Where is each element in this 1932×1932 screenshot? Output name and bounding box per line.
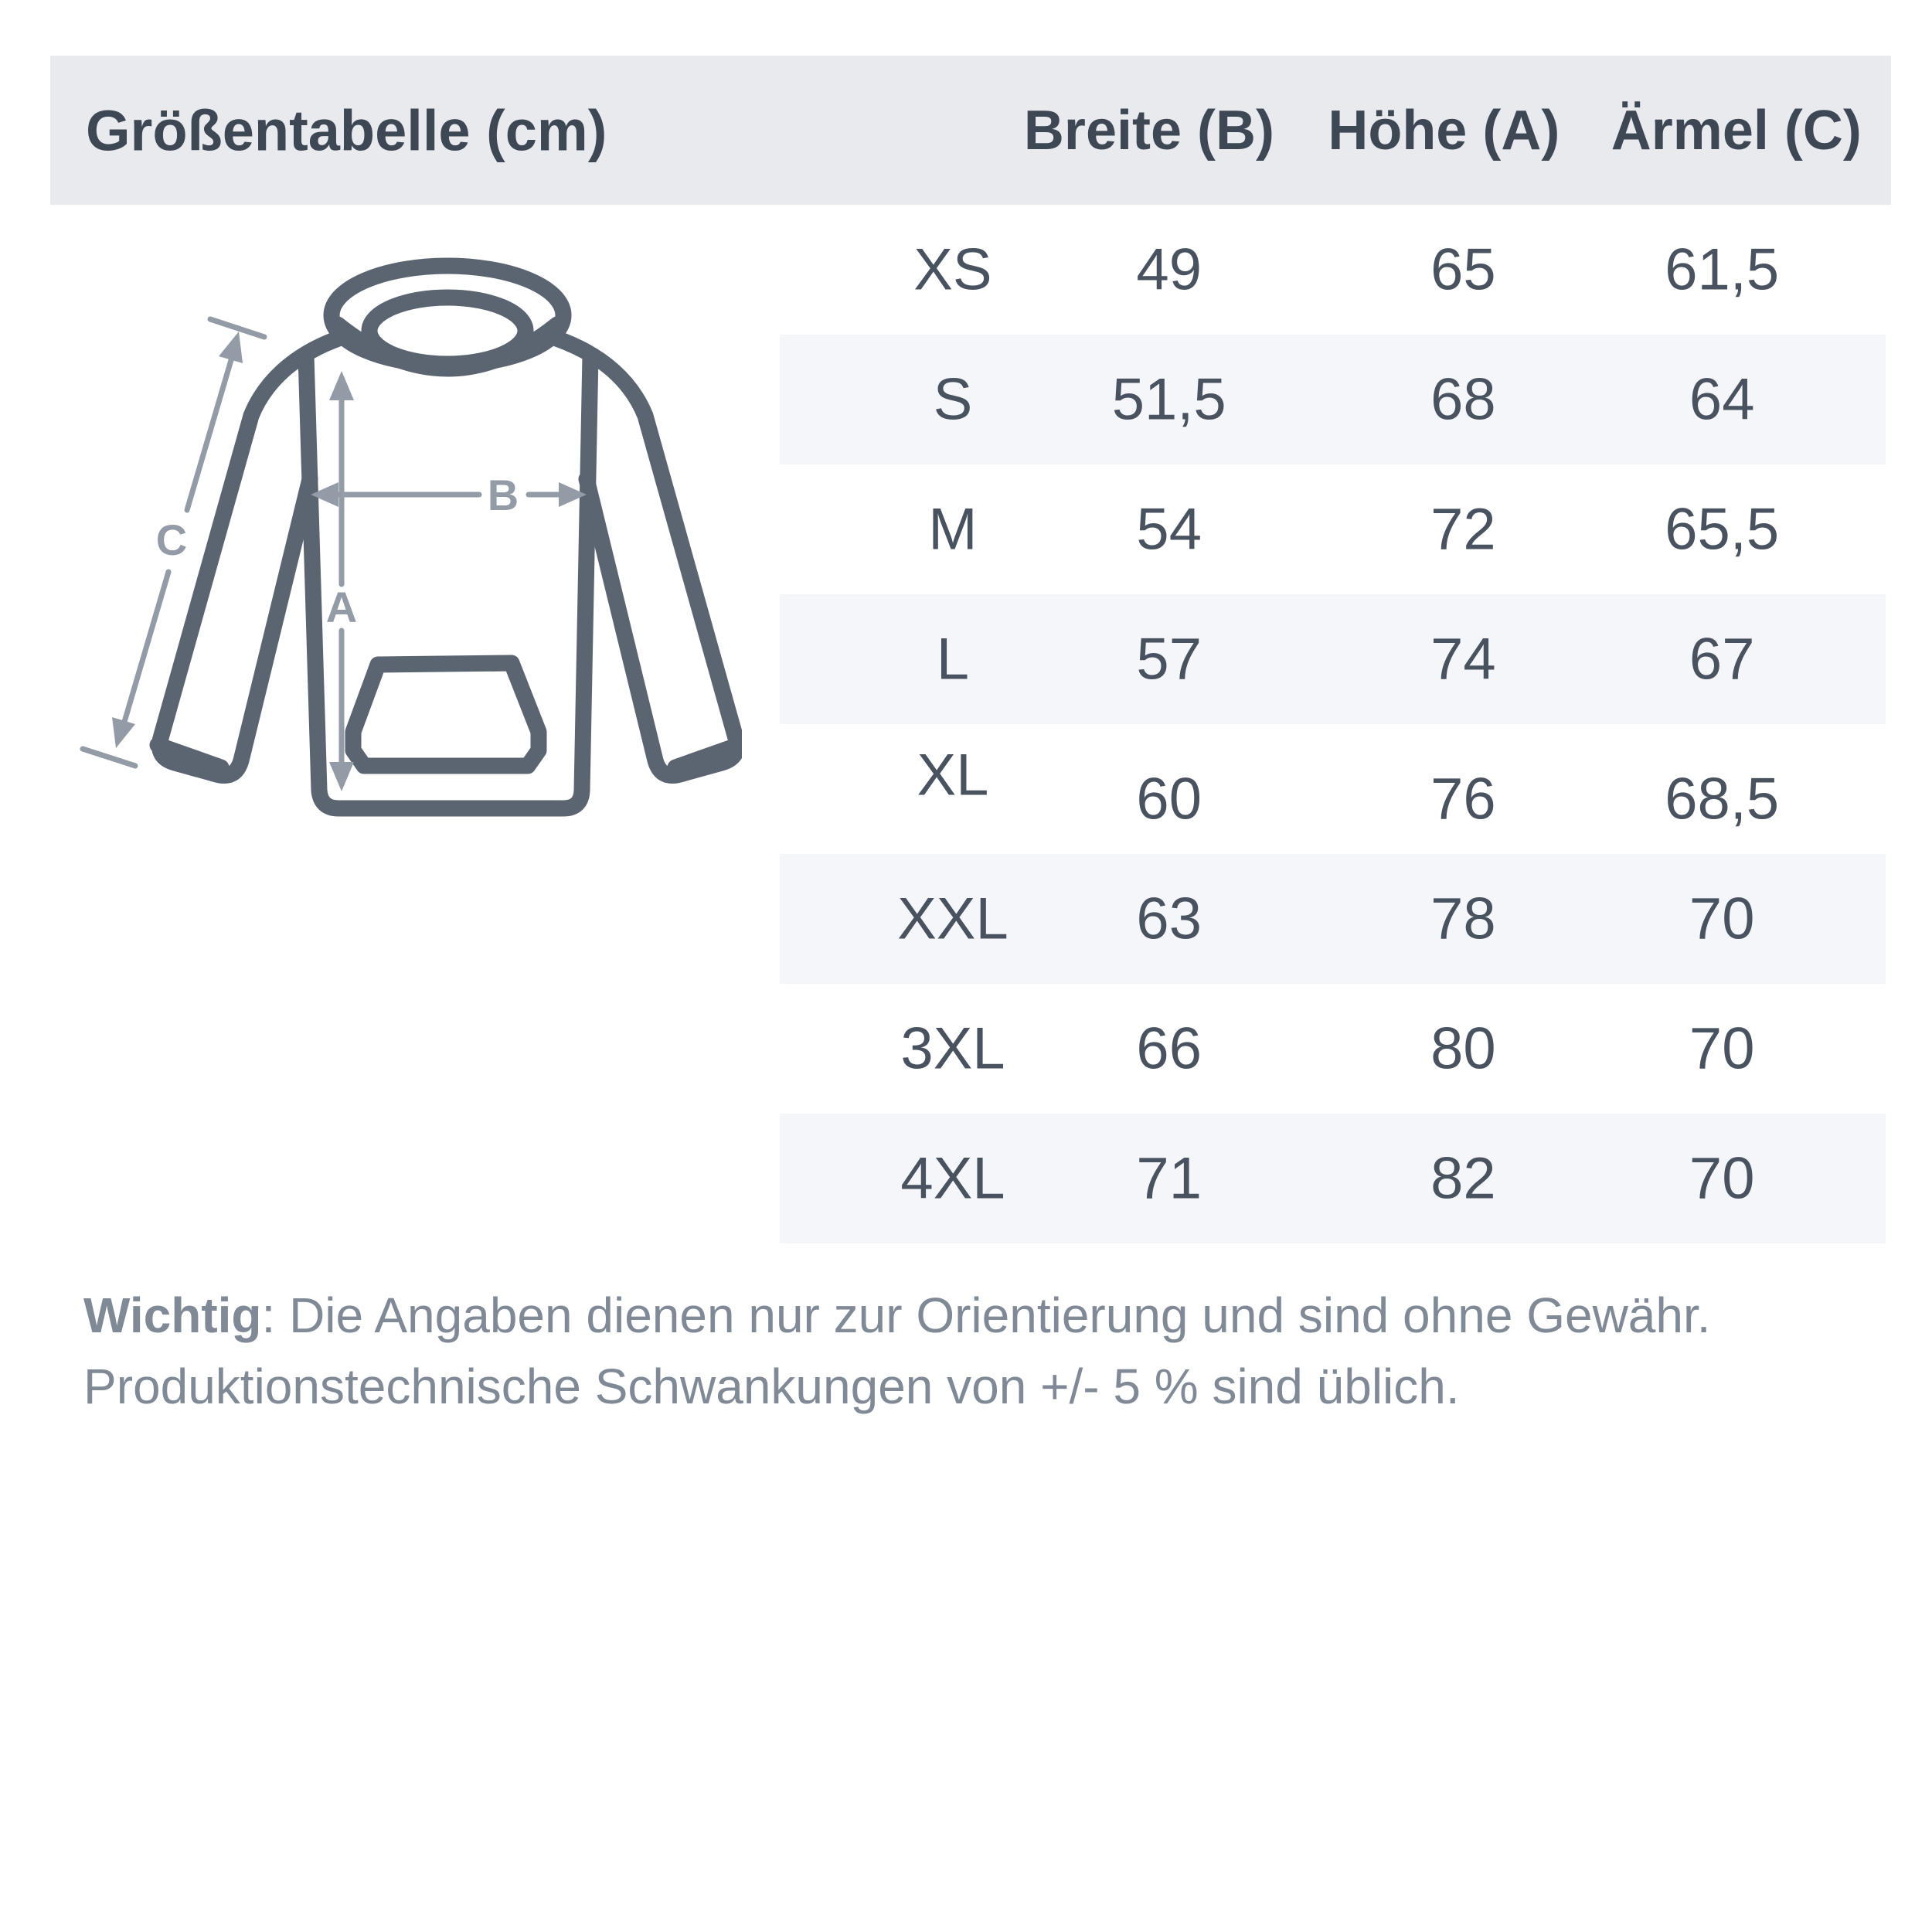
- hoodie-outline-icon: [155, 266, 739, 808]
- kangaroo-pocket: [353, 663, 539, 766]
- size-row: [780, 1114, 1886, 1243]
- disclaimer-emphasis: Wichtig: [83, 1287, 262, 1343]
- size-row: [780, 724, 1886, 854]
- height-value: 76: [1430, 766, 1496, 832]
- size-label: XL: [917, 742, 989, 808]
- table-header-bar: [50, 56, 1891, 205]
- disclaimer-line-1: Wichtig: Die Angaben dienen nur zur Orientierung und sind ohne Gewähr.: [83, 1287, 1711, 1343]
- sleeve-value: 70: [1689, 1015, 1755, 1082]
- arrow-up-right-icon: [219, 332, 243, 363]
- sleeve-value: 68,5: [1665, 766, 1780, 832]
- column-headers: [780, 56, 1886, 205]
- height-value: 74: [1430, 626, 1496, 692]
- width-value: 54: [1136, 496, 1202, 563]
- height-value: 80: [1430, 1015, 1496, 1082]
- size-row: [780, 464, 1886, 594]
- sleeve-value: 61,5: [1665, 236, 1780, 303]
- arrow-down-icon: [329, 762, 354, 791]
- arrow-up-icon: [329, 371, 354, 400]
- page-title: Größentabelle (cm): [86, 98, 607, 162]
- height-value: 65: [1430, 236, 1496, 303]
- sleeve-value: 67: [1689, 626, 1755, 692]
- disclaimer-note: [83, 1280, 1876, 1422]
- column-header-width: Breite (B): [1023, 99, 1274, 162]
- size-label: XXL: [897, 886, 1009, 952]
- width-value: 51,5: [1111, 366, 1226, 433]
- arrow-down-left-icon: [112, 717, 135, 748]
- height-value: 78: [1430, 886, 1496, 952]
- sleeve-value: 70: [1689, 1145, 1755, 1212]
- size-label: 4XL: [900, 1145, 1005, 1212]
- sleeve-value: 70: [1689, 886, 1755, 952]
- dimension-label-c: C: [155, 515, 188, 564]
- height-value: 82: [1430, 1145, 1496, 1212]
- size-label: XS: [913, 236, 992, 303]
- width-value: 63: [1136, 886, 1202, 952]
- size-label: L: [936, 626, 970, 692]
- width-value: 49: [1136, 236, 1202, 303]
- width-value: 71: [1136, 1145, 1202, 1212]
- size-row: [780, 335, 1886, 464]
- sleeve-value: 64: [1689, 366, 1755, 433]
- hoodie-measurement-illustration: [62, 209, 742, 842]
- height-value: 68: [1430, 366, 1496, 433]
- size-label: M: [928, 496, 978, 563]
- height-value: 72: [1430, 496, 1496, 563]
- width-value: 60: [1136, 766, 1202, 832]
- size-label: 3XL: [900, 1015, 1005, 1082]
- size-row: [780, 594, 1886, 724]
- width-value: 66: [1136, 1015, 1202, 1082]
- sleeve-bottom-tick: [83, 749, 135, 766]
- disclaimer-line-2: Produktionstechnische Schwankungen von +/- 5 % sind üblich.: [83, 1359, 1460, 1414]
- column-header-sleeve: Ärmel (C): [1611, 99, 1862, 162]
- size-row: [780, 205, 1886, 335]
- dimension-label-b: B: [487, 471, 519, 519]
- sleeve-value: 65,5: [1665, 496, 1780, 563]
- size-row: [780, 984, 1886, 1114]
- width-value: 57: [1136, 626, 1202, 692]
- size-row: [780, 854, 1886, 984]
- size-label: S: [933, 366, 973, 433]
- size-table: [780, 205, 1886, 1243]
- dimension-label-a: A: [325, 583, 358, 631]
- column-header-height: Höhe (A): [1328, 99, 1560, 162]
